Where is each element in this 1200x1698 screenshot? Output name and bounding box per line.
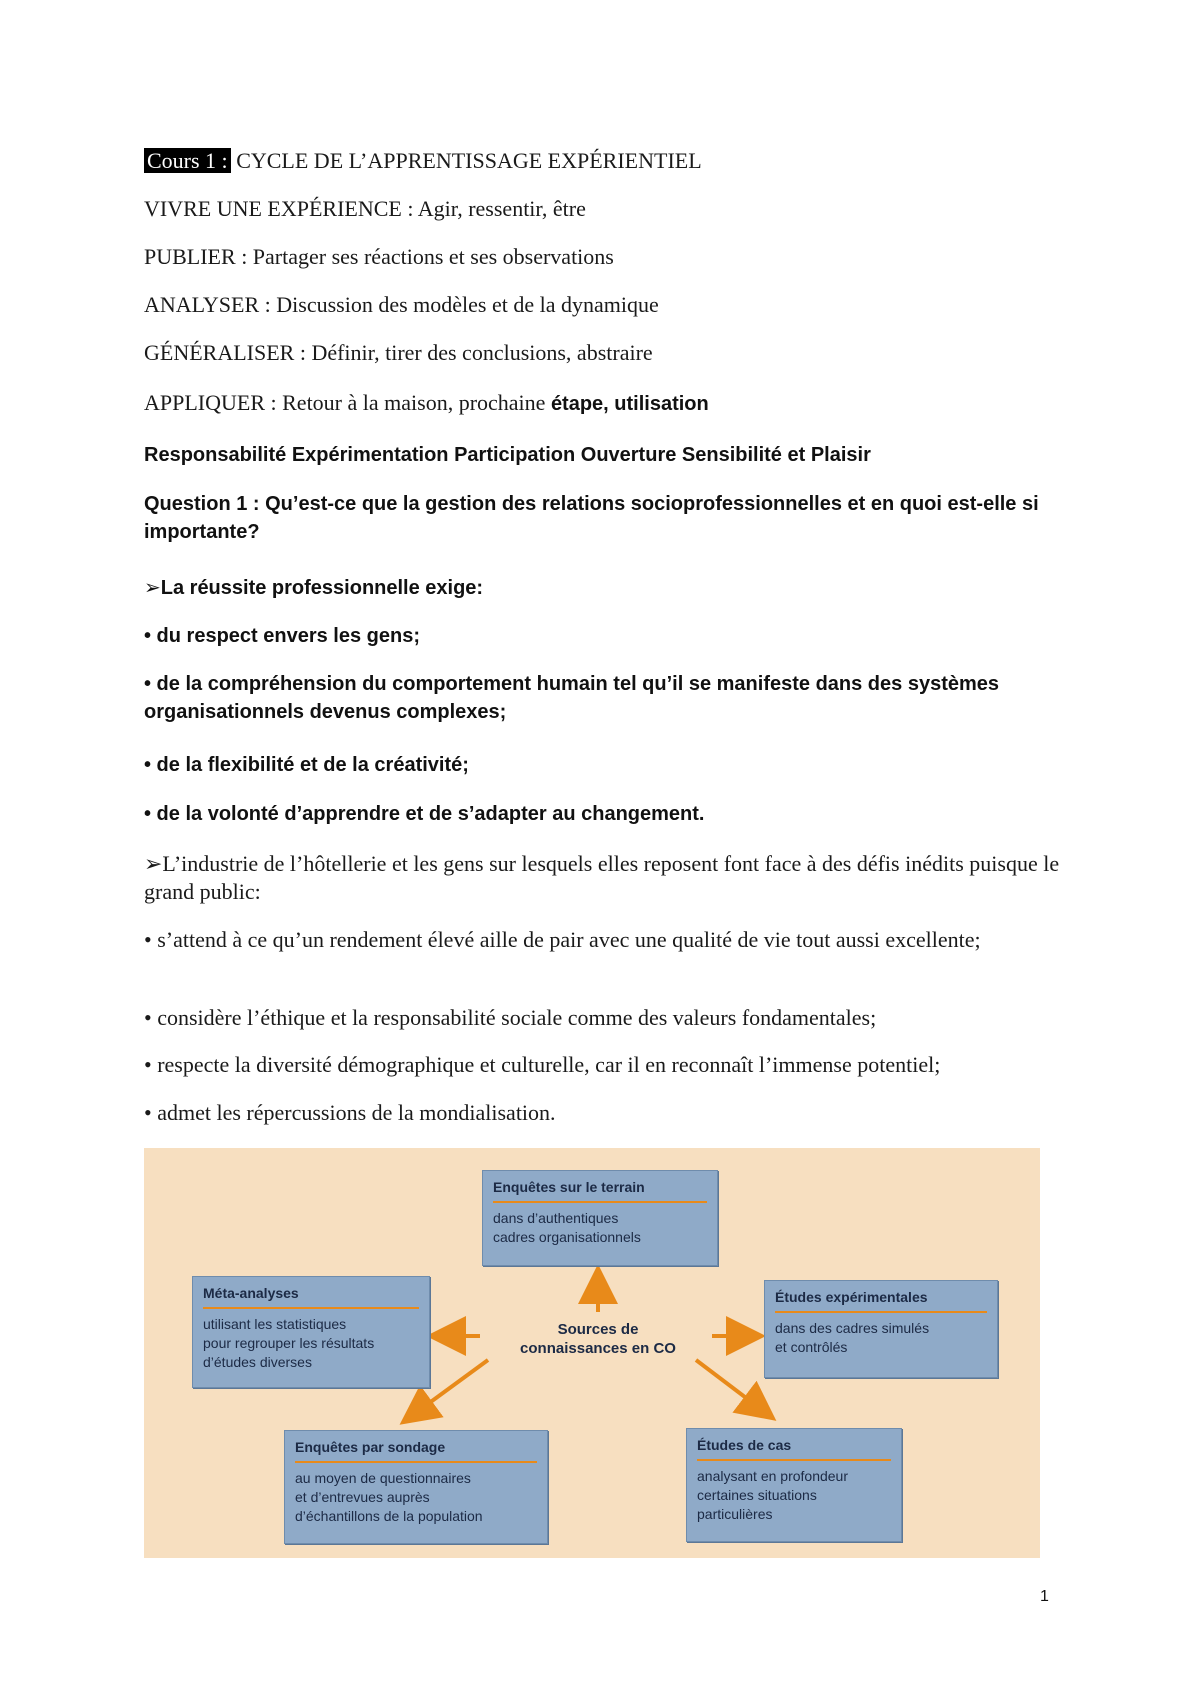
box-line: d’échantillons de la population (295, 1508, 483, 1524)
box-line: au moyen de questionnaires (295, 1470, 471, 1486)
course-title: CYCLE DE L’APPRENTISSAGE EXPÉRIENTIEL (230, 148, 702, 173)
cycle-desc: : Retour à la maison, prochaine (265, 390, 551, 415)
box-title: Enquêtes par sondage (295, 1439, 446, 1455)
cycle-desc: : Définir, tirer des conclusions, abstraire (294, 340, 653, 365)
cycle-item-analyser (144, 291, 659, 319)
box-line: et contrôlés (775, 1339, 848, 1355)
cycle-item-appliquer (144, 389, 709, 418)
arrow-down-right (696, 1360, 770, 1416)
box-line: analysant en profondeur (697, 1468, 848, 1484)
box-line: particulières (697, 1506, 773, 1522)
box-divider (203, 1307, 419, 1309)
cycle-term: ANALYSER (144, 292, 260, 317)
box-body (203, 1315, 421, 1372)
box-etudes-cas (686, 1428, 902, 1542)
box-line: cadres organisationnels (493, 1229, 641, 1245)
cycle-term: PUBLIER (144, 244, 236, 269)
box-enquetes-sondage (284, 1430, 548, 1544)
box-title: Études de cas (697, 1437, 792, 1453)
box-title: Méta-analyses (203, 1285, 299, 1301)
center-line: Sources de (557, 1321, 639, 1338)
cycle-term: VIVRE UNE EXPÉRIENCE (144, 196, 402, 221)
cycle-desc-bold: étape, utilisation (550, 393, 709, 415)
box-etudes-experimentales (764, 1280, 998, 1378)
success-item: • de la compréhension du comportement humain tel qu’il se manifeste dans des systèmes organisationnels devenus complexes; (144, 673, 1000, 723)
success-item: • de la volonté d’apprendre et de s’adapter au changement. (144, 803, 705, 825)
box-body (697, 1467, 893, 1524)
box-line: pour regrouper les résultats (203, 1335, 375, 1351)
box-meta-analyses (192, 1276, 430, 1388)
box-line: dans des cadres simulés (775, 1320, 930, 1336)
industry-item: • considère l’éthique et la responsabilité sociale comme des valeurs fondamentales; (144, 1005, 877, 1030)
box-body (775, 1319, 989, 1357)
cycle-item-publier (144, 243, 614, 271)
success-item: • de la flexibilité et de la créativité; (144, 754, 469, 776)
box-divider (775, 1311, 987, 1313)
cycle-term: APPLIQUER (144, 390, 266, 415)
box-title: Enquêtes sur le terrain (493, 1179, 645, 1195)
box-body (493, 1209, 709, 1247)
box-line: et d’entrevues auprès (295, 1489, 430, 1505)
box-divider (295, 1461, 537, 1463)
knowledge-sources-diagram (144, 1148, 1040, 1558)
box-body (295, 1469, 539, 1526)
box-divider (493, 1201, 707, 1203)
industry-item: • admet les répercussions de la mondialisation. (144, 1100, 556, 1125)
box-line: d’études diverses (203, 1354, 312, 1370)
box-line: dans d’authentiques (493, 1210, 619, 1226)
success-intro: ➢La réussite professionnelle exige: (144, 577, 484, 599)
box-enquetes-terrain (482, 1170, 718, 1266)
center-line: connaissances en CO (520, 1340, 676, 1357)
cycle-item-vivre (144, 195, 586, 223)
page-number: 1 (1040, 1588, 1049, 1605)
box-title: Études expérimentales (775, 1289, 928, 1305)
box-divider (697, 1459, 891, 1461)
cycle-item-generaliser (144, 339, 653, 367)
success-item: • du respect envers les gens; (144, 625, 421, 647)
industry-item: • s’attend à ce qu’un rendement élevé aille de pair avec une qualité de vie tout aussi excellente; (144, 927, 981, 952)
cycle-desc: : Discussion des modèles et de la dynamique (259, 292, 659, 317)
question-1: Question 1 : Qu’est-ce que la gestion des relations socioprofessionnelles et en quoi est-elle si importante? (144, 493, 1039, 543)
box-line: certaines situations (697, 1487, 817, 1503)
values-line: Responsabilité Expérimentation Participation Ouverture Sensibilité et Plaisir (144, 444, 871, 466)
page-title (144, 147, 702, 175)
box-line: utilisant les statistiques (203, 1316, 347, 1332)
course-label: Cours 1 : (144, 148, 231, 173)
cycle-term: GÉNÉRALISER (144, 340, 295, 365)
industry-intro: ➢L’industrie de l’hôtellerie et les gens sur lesquels elles reposent font face à des défis inédits puisque le grand public: (144, 851, 1060, 904)
cycle-desc: : Partager ses réactions et ses observations (235, 244, 614, 269)
cycle-desc: : Agir, ressentir, être (401, 196, 586, 221)
diagram-center-label (498, 1320, 698, 1358)
industry-item: • respecte la diversité démographique et culturelle, car il en reconnaît l’immense potentiel; (144, 1052, 941, 1077)
